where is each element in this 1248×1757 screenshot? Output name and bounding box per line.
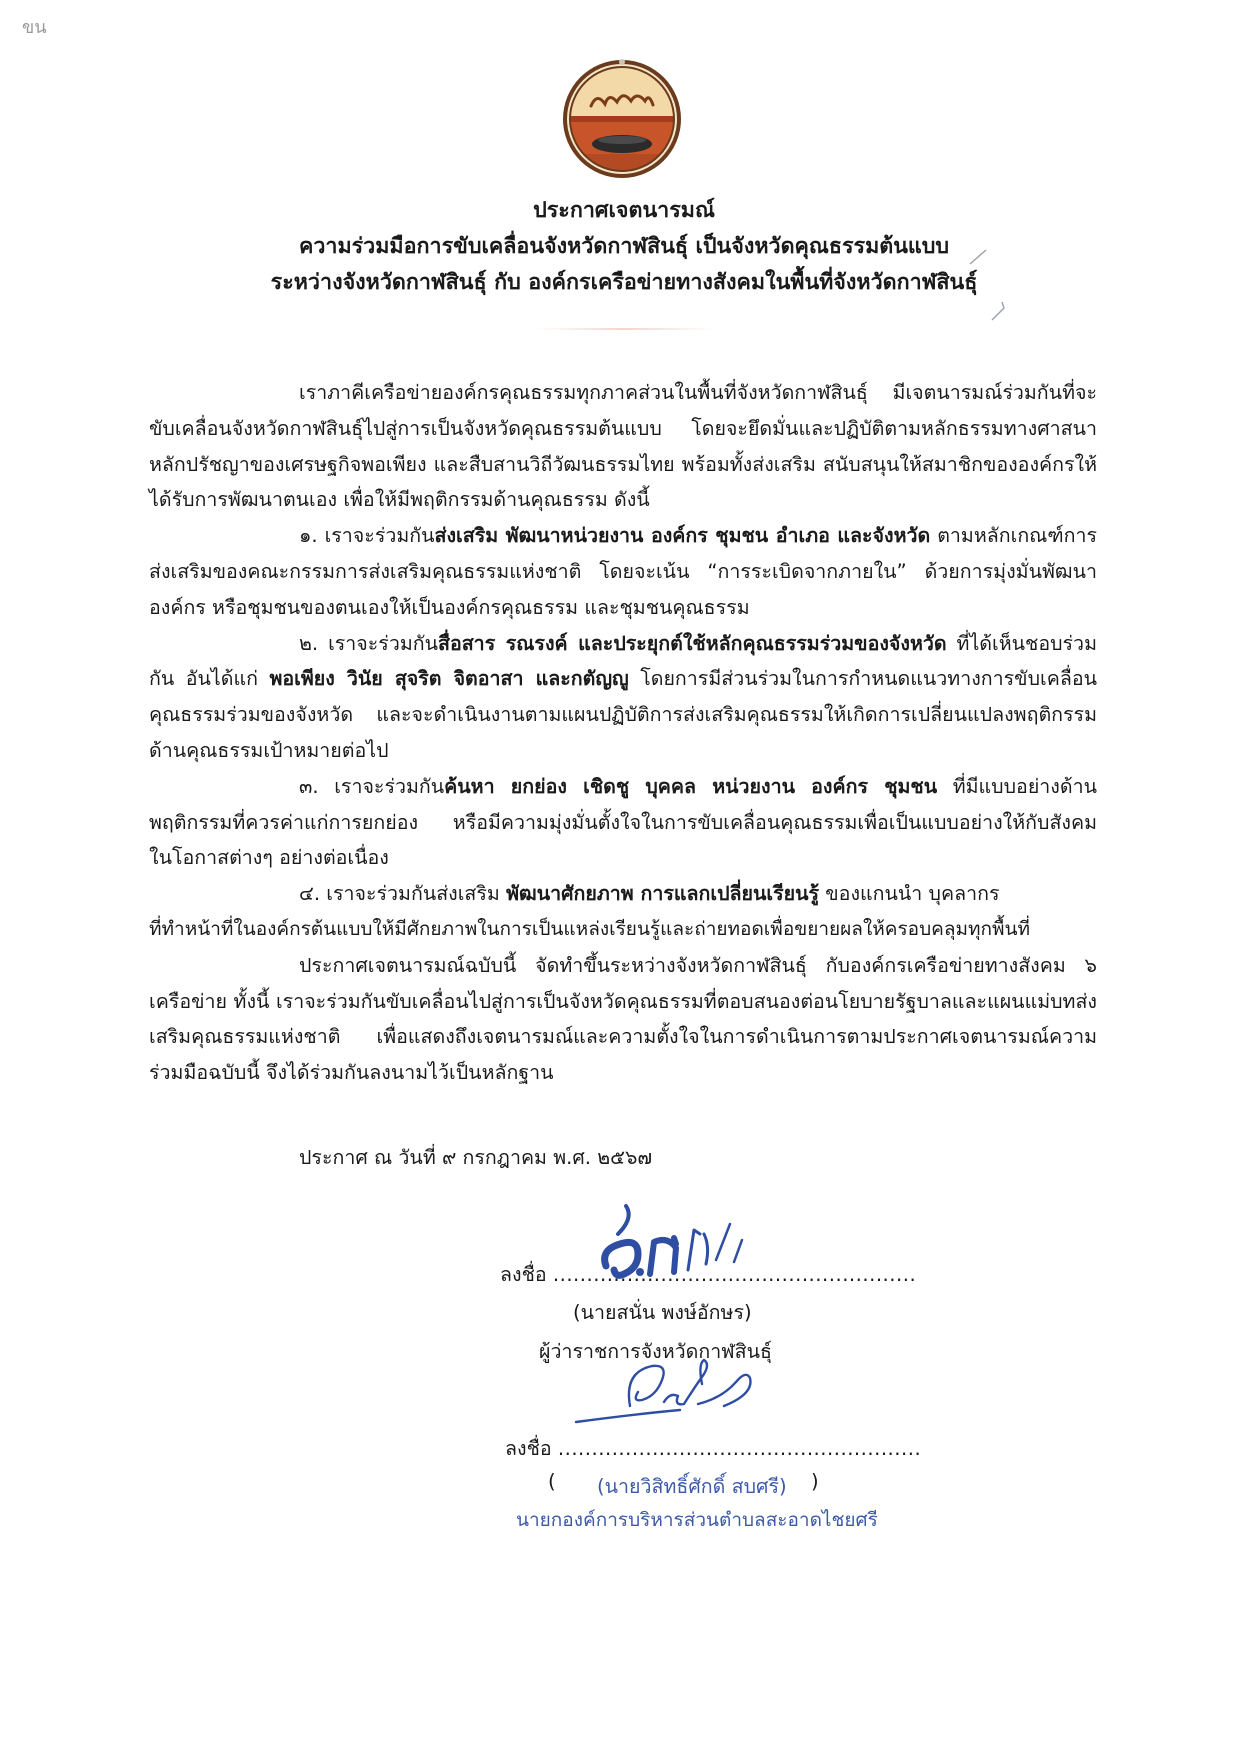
item-1-rest: ตามหลักเกณฑ์การส่งเสริมของคณะกรรมการส่งเสริมคุณธรรมแห่งชาติ โดยจะเน้น “การระเบิดจากภายใน” ด้วยการมุ่งมั่นพัฒนาองค์กร หรือชุมชนของตนเองให้เป็นองค์กรคุณธรรม และชุมชนคุณธรรม	[149, 524, 1098, 619]
title-underline-divider	[535, 328, 715, 330]
title-block	[0, 193, 1248, 301]
signer-2-paren-open: (	[548, 1470, 556, 1493]
item-4-line-2: ที่ทำหน้าที่ในองค์กรต้นแบบให้มีศักยภาพในการเป็นแหล่งเรียนรู้และถ่ายทอดเพื่อขยายผลให้ครอบคลุมทุกพื้นที่	[149, 917, 1031, 940]
closing-paragraph: ประกาศเจตนารมณ์ฉบับนี้ จัดทำขึ้นระหว่างจังหวัดกาฬสินธุ์ กับองค์กรเครือข่ายทางสังคม ๖ เครือข่าย ทั้งนี้ เราจะร่วมกันขับเคลื่อนไปสู่การเป็นจังหวัดคุณธรรมที่ตอบสนองต่อนโยบายรัฐบาลและแผนแม่บทส่งเสริมคุณธรรมแห่งชาติ เพื่อแสดงถึงเจตนารมณ์และความตั้งใจในการดำเนินการตามประกาศเจตนารมณ์ความร่วมมือฉบับนี้ จึงได้ร่วมกันลงนามไว้เป็นหลักฐาน	[149, 953, 1097, 1085]
signer-1-sign-line	[500, 1258, 916, 1290]
title-line-2: ความร่วมมือการขับเคลื่อนจังหวัดกาฬสินธุ์ เป็นจังหวัดคุณธรรมต้นแบบ	[298, 234, 950, 259]
declaration-body	[149, 375, 1097, 1091]
provincial-seal-logo	[561, 58, 683, 180]
item-2-bold-values: พอเพียง วินัย สุจริต จิตอาสา และกตัญญู	[269, 667, 629, 691]
item-4-paragraph	[149, 876, 1097, 912]
signer-1-position: ผู้ว่าราชการจังหวัดกาฬสินธุ์	[539, 1340, 772, 1363]
signer-2-name: (นายวิสิทธิ์ศักดิ์ สบศรี)	[597, 1475, 787, 1498]
pen-mark-icon	[990, 300, 1006, 322]
item-4-bold: พัฒนาศักยภาพ การแลกเปลี่ยนเรียนรู้	[506, 882, 820, 906]
pen-mark-icon	[968, 248, 988, 266]
signer-1-dots: ......................................................	[552, 1263, 917, 1286]
signer-2-sign-label: ลงชื่อ	[505, 1437, 552, 1460]
item-1-lead: ๑. เราจะร่วมกัน	[299, 524, 435, 548]
item-1-bold: ส่งเสริม พัฒนาหน่วยงาน องค์กร ชุมชน อำเภอ และจังหวัด	[434, 524, 931, 548]
signer-1-sign-label: ลงชื่อ	[500, 1263, 547, 1286]
item-2-paragraph	[149, 626, 1097, 769]
item-2-bold: สื่อสาร รณรงค์ และประยุกต์ใช้หลักคุณธรรมร่วมของจังหวัด	[438, 631, 947, 655]
item-3-rest: ที่มีแบบอย่างด้านพฤติกรรมที่ควรค่าแก่การยกย่อง หรือมีความมุ่งมั่นตั้งใจในการขับเคลื่อนคุณธรรมเพื่อเป็นแบบอย่างให้กับสังคม ในโอกาสต่างๆ อย่างต่อเนื่อง	[149, 774, 1097, 870]
item-1-paragraph	[149, 518, 1097, 625]
signer-2-dots: ......................................................	[557, 1437, 922, 1460]
intro-paragraph: เราภาคีเครือข่ายองค์กรคุณธรรมทุกภาคส่วนในพื้นที่จังหวัดกาฬสินธุ์ มีเจตนารมณ์ร่วมกันที่จะขับเคลื่อนจังหวัดกาฬสินธุ์ไปสู่การเป็นจังหวัดคุณธรรมต้นแบบ โดยจะยึดมั่นและปฏิบัติตามหลักธรรมทางศาสนา หลักปรัชญาของเศรษฐกิจพอเพียง และสืบสานวิถีวัฒนธรรมไทย พร้อมทั้งส่งเสริม สนับสนุนให้สมาชิกขององค์กรให้ได้รับการพัฒนาตนเอง เพื่อให้มีพฤติกรรมด้านคุณธรรม ดังนี้	[149, 381, 1097, 512]
signer-2-sign-line	[505, 1432, 921, 1464]
item-2-mid: ที่ได้เห็นชอบร่วมกัน อันได้แก่	[149, 631, 1097, 691]
item-4-rest: ของแกนนำ บุคลากร	[819, 882, 1000, 906]
item-2-rest: โดยการมีส่วนร่วมในการกำหนดแนวทางการขับเคลื่อนคุณธรรมร่วมของจังหวัด และจะดำเนินงานตามแผนปฏิบัติการส่งเสริมคุณธรรมให้เกิดการเปลี่ยนแปลงพฤติกรรมด้านคุณธรรมเป้าหมายต่อไป	[149, 667, 1097, 762]
signer-2-position: นายกองค์การบริหารส่วนตำบลสะอาดไชยศรี	[516, 1509, 878, 1531]
item-2-lead: ๒. เราจะร่วมกัน	[299, 631, 438, 655]
title-line-3: ระหว่างจังหวัดกาฬสินธุ์ กับ องค์กรเครือข่ายทางสังคมในพื้นที่จังหวัดกาฬสินธุ์	[270, 270, 978, 295]
signer-1-name: (นายสนั่น พงษ์อักษร)	[573, 1301, 752, 1324]
declaration-date: ประกาศ ณ วันที่ ๙ กรกฎาคม พ.ศ. ๒๕๖๗	[299, 1146, 653, 1169]
item-3-paragraph	[149, 769, 1097, 876]
signer-2-paren-close: )	[811, 1470, 819, 1493]
corner-handwritten-mark: ขน	[22, 17, 47, 38]
title-line-1: ประกาศเจตนารมณ์	[533, 198, 715, 223]
item-3-lead: ๓. เราจะร่วมกัน	[299, 774, 445, 798]
item-4-lead: ๔. เราจะร่วมกันส่งเสริม	[299, 882, 507, 906]
item-3-bold: ค้นหา ยกย่อง เชิดชู บุคคล หน่วยงาน องค์กร ชุมชน	[444, 774, 938, 798]
